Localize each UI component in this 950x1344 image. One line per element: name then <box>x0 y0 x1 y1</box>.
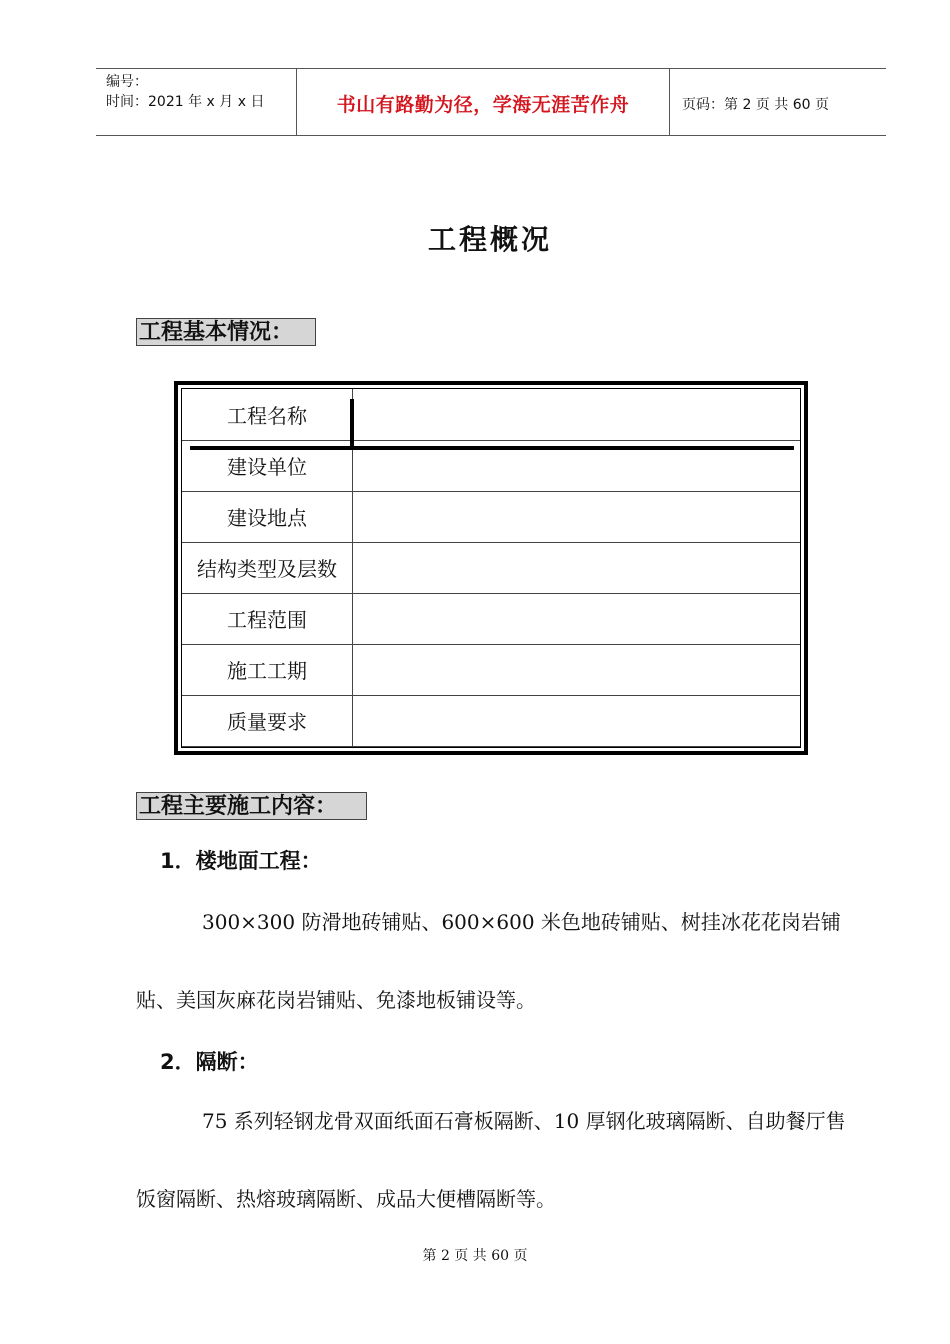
header-motto: 书山有路勤为径，学海无涯苦作舟 <box>336 94 630 116</box>
row-value <box>353 389 800 440</box>
serial-label: 编号： <box>106 74 148 90</box>
row-label: 建设单位 <box>182 440 353 491</box>
time-label: 时间：2021 年 x 月 x 日 <box>106 94 265 110</box>
table-row <box>182 389 800 441</box>
table-row <box>182 593 800 645</box>
table-row <box>182 644 800 696</box>
row-label: 结构类型及层数 <box>182 542 353 593</box>
table-row <box>182 491 800 543</box>
row-value <box>353 644 800 695</box>
item-heading-partition: 2．隔断： <box>160 1050 259 1074</box>
header-meta <box>106 72 264 112</box>
item-heading-floor: 1．楼地面工程： <box>160 849 322 873</box>
table-row <box>182 542 800 594</box>
header-page-info: 页码：第 2 页 共 60 页 <box>682 97 829 113</box>
row-label: 工程名称 <box>182 389 353 440</box>
document-title: 工程概况 <box>427 223 552 256</box>
page-footer: 第 2 页 共 60 页 <box>422 1248 528 1264</box>
table-thick-rule <box>350 399 354 449</box>
section-heading-basic-info: 工程基本情况： <box>136 318 316 346</box>
row-value <box>353 593 800 644</box>
row-value <box>353 695 800 746</box>
section-heading-main-work: 工程主要施工内容： <box>136 792 367 820</box>
row-label: 建设地点 <box>182 491 353 542</box>
row-label: 施工工期 <box>182 644 353 695</box>
item-text-floor: 300×300 防滑地砖铺贴、600×600 米色地砖铺贴、树挂冰花花岗岩铺贴、美国灰麻花岗岩铺贴、免漆地板铺设等。 <box>136 910 841 1012</box>
row-value <box>353 491 800 542</box>
row-value <box>353 542 800 593</box>
project-info-table <box>174 381 808 755</box>
row-label: 工程范围 <box>182 593 353 644</box>
table-row <box>182 695 800 747</box>
header-top-rule <box>96 68 886 69</box>
header-divider <box>669 68 670 136</box>
table-thick-rule <box>190 446 794 450</box>
header-bottom-rule <box>96 135 886 136</box>
item-text-partition: 75 系列轻钢龙骨双面纸面石膏板隔断、10 厚钢化玻璃隔断、自助餐厅售饭窗隔断、热熔玻璃隔断、成品大便槽隔断等。 <box>136 1109 846 1211</box>
row-label: 质量要求 <box>182 695 353 746</box>
